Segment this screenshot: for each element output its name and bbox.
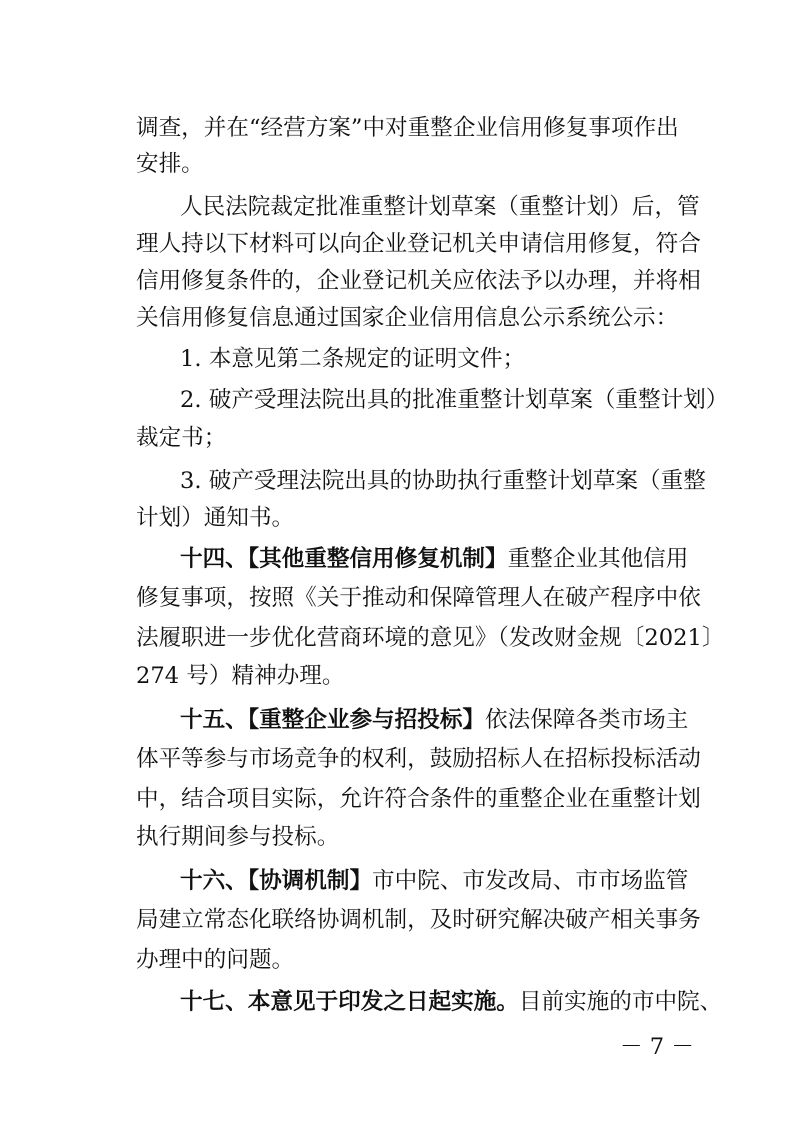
section-heading-line [180, 704, 689, 736]
text-line: 安排。 [136, 151, 204, 177]
section-text: 目前实施的市中院、 [518, 989, 723, 1015]
text-line: 调查，并在“经营方案”中对重整企业信用修复事项作出 [136, 115, 679, 141]
text-line: 人民法院裁定批准重整计划草案（重整计划）后，管 [180, 194, 700, 220]
text-line: 体平等参与市场竞争的权利，鼓励招标人在招标投标活动 [136, 746, 701, 772]
text-line: 局建立常态化联络协调机制，及时研究解决破产相关事务 [136, 907, 701, 933]
section-heading-line [180, 865, 689, 897]
section-text: 市中院、市发改局、市市场监管 [372, 868, 689, 894]
text-line: 计划）通知书。 [136, 505, 295, 531]
text-line: 中，结合项目实际，允许符合条件的重整企业在重整计划 [136, 786, 701, 812]
text-line: 法履职进一步优化营商环境的意见》（发改财金规〔2021〕 [136, 625, 725, 651]
text-line: 274 号）精神办理。 [136, 663, 345, 689]
section-heading-line [180, 543, 689, 575]
section-heading: 十五、【重整企业参与招投标】 [180, 707, 486, 733]
list-item: 3. 破产受理法院出具的协助执行重整计划草案（重整 [180, 468, 706, 494]
text-line: 理人持以下材料可以向企业登记机关申请信用修复，符合 [136, 231, 701, 257]
text-line: 裁定书； [136, 425, 227, 451]
section-heading-line [180, 986, 723, 1018]
text-line: 办理中的问题。 [136, 947, 295, 973]
page-number: － 7 － [620, 1034, 694, 1060]
section-heading: 十四、【其他重整信用修复机制】 [180, 546, 508, 572]
list-item: 2. 破产受理法院出具的批准重整计划草案（重整计划） [180, 387, 729, 413]
list-item: 1. 本意见第二条规定的证明文件； [180, 346, 526, 372]
text-line: 关信用修复信息通过国家企业信用信息公示系统公示： [136, 305, 679, 331]
text-line: 信用修复条件的，企业登记机关应依法予以办理，并将相 [136, 268, 701, 294]
text-line: 修复事项，按照《关于推动和保障管理人在破产程序中依 [136, 585, 701, 611]
section-heading: 十七、本意见于印发之日起实施。 [180, 989, 519, 1015]
section-text: 依法保障各类市场主 [485, 707, 689, 733]
section-heading: 十六、【协调机制】 [180, 868, 373, 894]
section-text: 重整企业其他信用 [507, 546, 689, 572]
text-line: 执行期间参与投标。 [136, 824, 340, 850]
